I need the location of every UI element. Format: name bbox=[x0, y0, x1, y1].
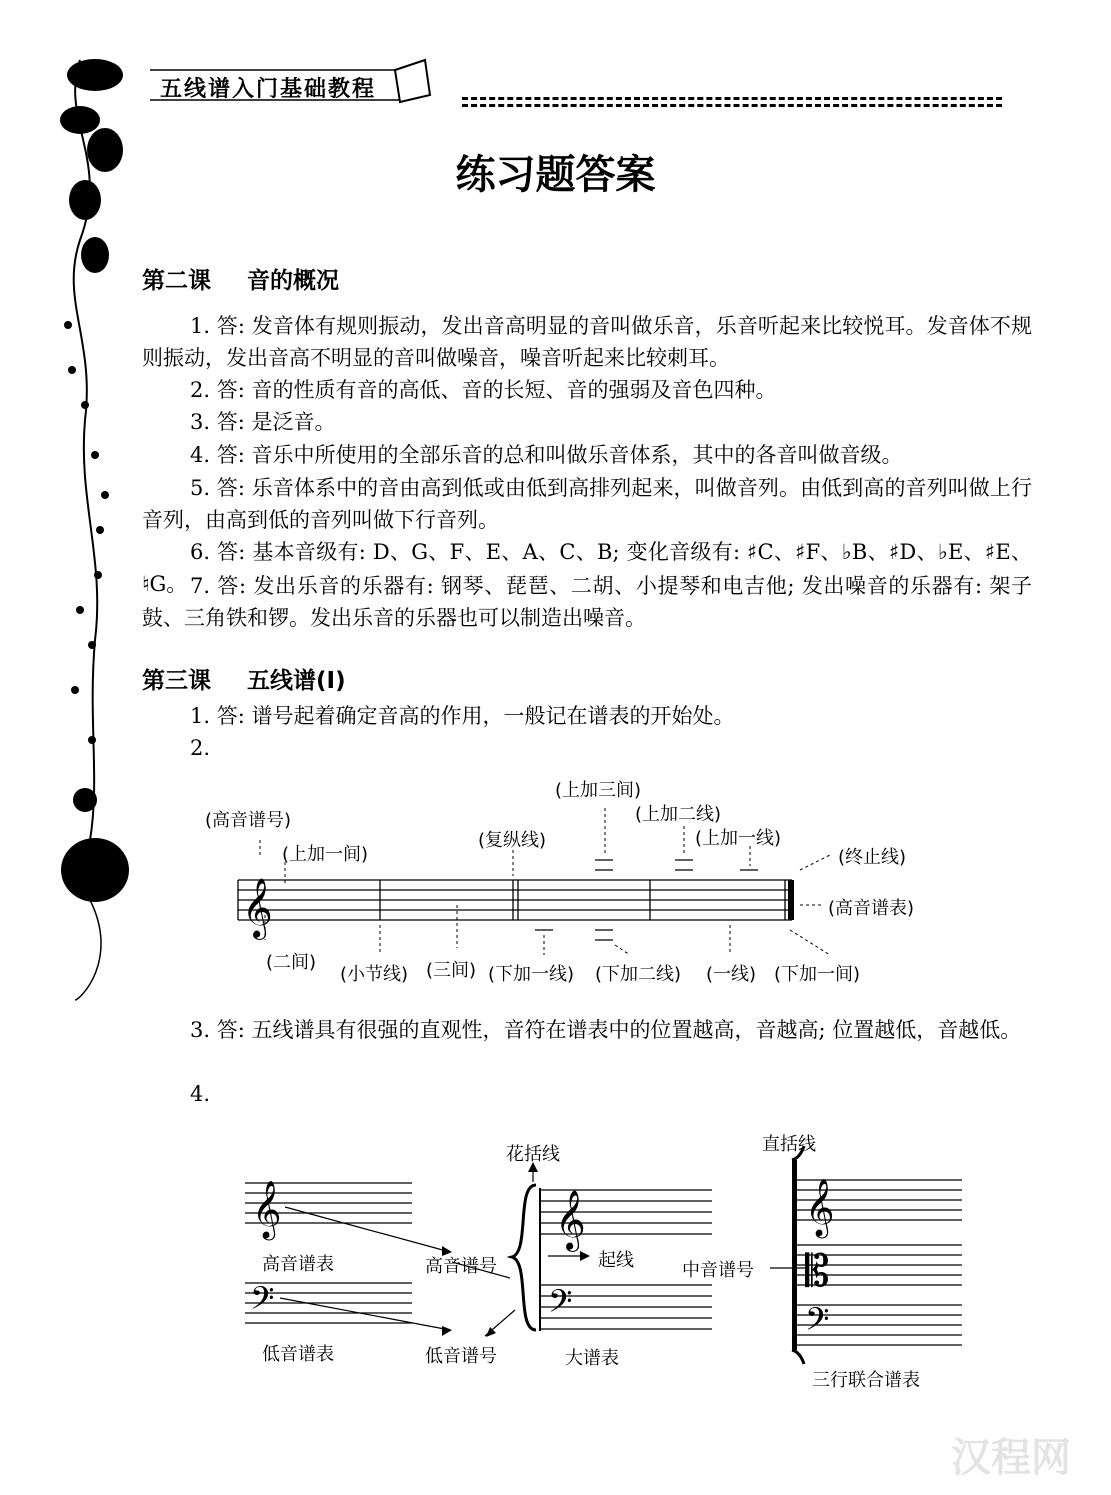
label-alto-clef: 中音谱号 bbox=[682, 1260, 754, 1281]
alto-clef-icon: 𝄡 bbox=[805, 1246, 830, 1297]
label-bracket: 直括线 bbox=[762, 1134, 816, 1155]
lesson2-heading-num: 第二课 bbox=[142, 268, 211, 294]
label-grand-staff: 大谱表 bbox=[565, 1348, 619, 1369]
label-treble-clef-2: 高音谱号 bbox=[425, 1256, 497, 1277]
lesson3-answer-1: 1. 答: 谱号起着确定音高的作用，一般记在谱表的开始处。 bbox=[190, 704, 735, 728]
bass-clef-icon-1: 𝄢 bbox=[250, 1280, 275, 1324]
watermark-logo: 汉程网 bbox=[951, 1435, 1071, 1481]
brace-curve bbox=[512, 1185, 536, 1330]
label-ledger-line-1-below: (下加一线) bbox=[488, 964, 575, 985]
lesson2-answer-3: 3. 答: 是泛音。 bbox=[190, 410, 336, 434]
lesson3-heading-num: 第三课 bbox=[142, 668, 211, 694]
label-treble-clef: (高音谱号) bbox=[205, 810, 292, 831]
lesson3-answer-3: 3. 答: 五线谱具有很强的直观性，音符在谱表中的位置越高，音越高; 位置越低，音越低。 bbox=[190, 1018, 1022, 1042]
lesson3-heading-title: 五线谱(Ⅰ) bbox=[247, 668, 346, 694]
label-space-3: (三间) bbox=[426, 960, 477, 981]
label-ledger-line-1-above: (上加一线) bbox=[695, 828, 782, 849]
bracket-bar bbox=[792, 1160, 797, 1350]
lesson2-answer-4: 4. 答: 音乐中所使用的全部乐音的总和叫做乐音体系，其中的各音叫做音级。 bbox=[190, 443, 903, 467]
bass-clef-icon-2: 𝄢 bbox=[548, 1283, 573, 1327]
book-header-title: 五线谱入门基础教程 bbox=[160, 77, 377, 102]
lesson2-answer-1: 1. 答: 发音体有规则振动，发出音高明显的音叫做乐音，乐音听起来比较悦耳。发音体不规则振动，发出音高不明显的音叫做噪音，噪音听起来比较刺耳。 bbox=[142, 314, 1032, 370]
lesson2-heading-title: 音的概况 bbox=[247, 268, 339, 294]
treble-clef-icon-3: 𝄞 bbox=[805, 1178, 835, 1236]
label-line-1: (一线) bbox=[706, 964, 757, 985]
label-ledger-line-2-below: (下加二线) bbox=[595, 964, 682, 985]
label-double-bar: (复纵线) bbox=[478, 830, 547, 851]
lesson2-answer-7: 7. 答: 发出乐音的乐器有: 钢琴、琵琶、二胡、小提琴和电吉他; 发出噪音的乐器有: 架子鼓、三角铁和锣。发出乐音的乐器也可以制造出噪音。 bbox=[142, 574, 1032, 630]
label-bass-staff: 低音谱表 bbox=[262, 1344, 334, 1365]
lesson3-answer-2-num: 2. bbox=[190, 736, 211, 760]
label-ledger-space-1-below: (下加一间) bbox=[774, 964, 861, 985]
label-ledger-space-1-above: (上加一间) bbox=[282, 844, 369, 865]
lesson3-answer-4-num: 4. bbox=[190, 1082, 211, 1106]
label-treble-staff: (高音谱表) bbox=[828, 898, 915, 919]
treble-clef-icon: 𝄞 bbox=[242, 878, 273, 938]
label-bass-clef: 低音谱号 bbox=[425, 1346, 497, 1367]
treble-clef-icon-1: 𝄞 bbox=[252, 1180, 282, 1238]
treble-clef-icon-2: 𝄞 bbox=[555, 1190, 586, 1250]
label-space-2: (二间) bbox=[266, 952, 317, 973]
label-ledger-line-2-above: (上加二线) bbox=[635, 804, 722, 825]
label-final-bar: (终止线) bbox=[838, 847, 907, 868]
label-bar-line: (小节线) bbox=[340, 964, 409, 985]
label-start-line: 起线 bbox=[598, 1250, 634, 1271]
label-brace: 花括线 bbox=[506, 1144, 560, 1165]
lesson2-answer-6: 6. 答: 基本音级有: D、G、F、E、A、C、B; 变化音级有: ♯C、♯F、♭B、♯D、♭E、♯E、♮G。 bbox=[142, 540, 1032, 596]
label-ledger-space-3-above: (上加三间) bbox=[555, 780, 642, 801]
page-title: 练习题答案 bbox=[455, 152, 656, 198]
bass-clef-icon-3: 𝄢 bbox=[805, 1301, 830, 1345]
lesson2-answer-5: 5. 答: 乐音体系中的音由高到低或由低到高排列起来，叫做音列。由低到高的音列叫做上行音列，由高到低的音列叫做下行音列。 bbox=[142, 476, 1032, 532]
label-treble-staff-2: 高音谱表 bbox=[262, 1254, 334, 1275]
lesson2-answer-2: 2. 答: 音的性质有音的高低、音的长短、音的强弱及音色四种。 bbox=[190, 378, 777, 402]
label-three-staff-system: 三行联合谱表 bbox=[812, 1370, 920, 1391]
